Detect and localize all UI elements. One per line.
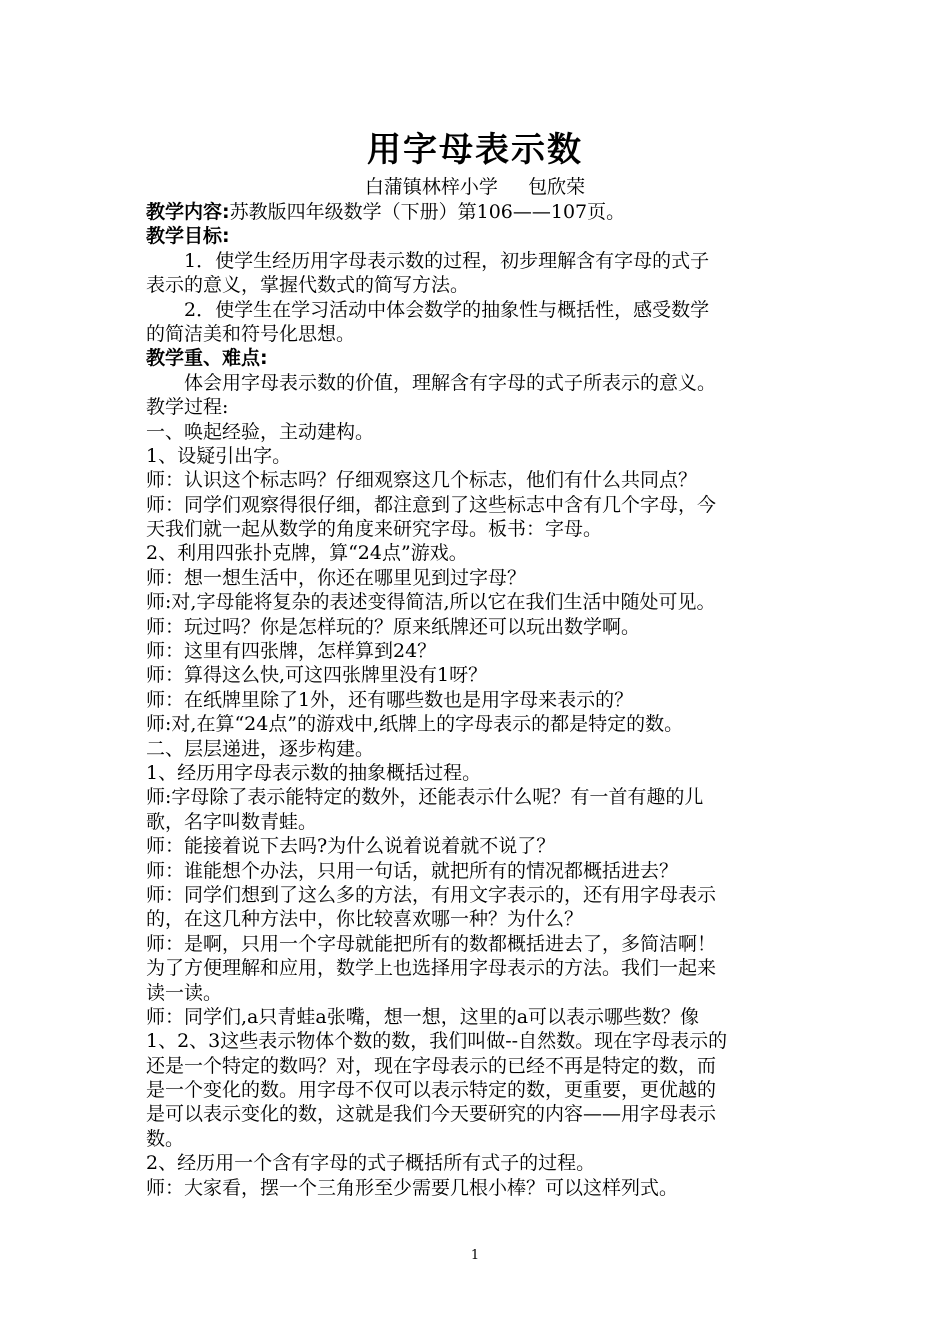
paragraph-line: 师：这里有四张牌，怎样算到24？ bbox=[146, 640, 437, 663]
paragraph-line: 师：能接着说下去吗?为什么说着说着就不说了？ bbox=[146, 835, 556, 858]
paragraph-line: 是可以表示变化的数，这就是我们今天要研究的内容——用字母表示 bbox=[146, 1103, 717, 1126]
paragraph-line: 数。 bbox=[146, 1127, 185, 1150]
paragraph-line: 1、设疑引出字。 bbox=[146, 444, 292, 467]
paragraph-line: 师：同学们观察得很仔细，都注意到了这些标志中含有几个字母，今 bbox=[146, 493, 717, 516]
author-line: 白蒲镇林梓小学 包欣荣 bbox=[364, 176, 586, 198]
paragraph-line: 2、经历用一个含有字母的式子概括所有式子的过程。 bbox=[146, 1152, 596, 1175]
paragraph-line: 歌，名字叫数青蛙。 bbox=[146, 810, 318, 833]
goal-line: 表示的意义，掌握代数式的简写方法。 bbox=[146, 274, 470, 297]
goal-line: 2．使学生在学习活动中体会数学的抽象性与概括性，感受数学 bbox=[184, 298, 710, 321]
goal-line: 的简洁美和符号化思想。 bbox=[146, 322, 356, 345]
paragraph-line: 师：同学们,a只青蛙a张嘴，想一想，这里的a可以表示哪些数？像 bbox=[146, 1005, 700, 1028]
paragraph-line: 师:对,在算“24点”的游戏中,纸牌上的字母表示的都是特定的数。 bbox=[146, 713, 684, 736]
paragraph-line: 2、利用四张扑克牌，算“24点”游戏。 bbox=[146, 542, 468, 565]
paragraph-line: 一、唤起经验，主动建构。 bbox=[146, 420, 375, 443]
paragraph-line: 教学过程: bbox=[146, 396, 229, 419]
key-points-text: 体会用字母表示数的价值，理解含有字母的式子所表示的意义。 bbox=[184, 371, 717, 394]
paragraph-line: 天我们就一起从数学的角度来研究字母。板书：字母。 bbox=[146, 518, 603, 541]
paragraph-line: 师：认识这个标志吗？仔细观察这几个标志，他们有什么共同点？ bbox=[146, 469, 698, 492]
paragraph-line: 师:字母除了表示能特定的数外，还能表示什么呢？有一首有趣的儿 bbox=[146, 786, 704, 809]
content-label: 教学内容: bbox=[146, 201, 230, 223]
paragraph-line: 的，在这几种方法中，你比较喜欢哪一种？为什么？ bbox=[146, 908, 584, 931]
paragraph-line: 还是一个特定的数吗？对，现在字母表示的已经不再是特定的数，而 bbox=[146, 1054, 717, 1077]
paragraph-line: 师：在纸牌里除了1外，还有哪些数也是用字母来表示的？ bbox=[146, 688, 634, 711]
document-body bbox=[146, 200, 816, 1200]
paragraph-line: 二、层层递进，逐步构建。 bbox=[146, 737, 375, 760]
goal-line: 1．使学生经历用字母表示数的过程，初步理解含有字母的式子 bbox=[184, 249, 710, 272]
paragraph-line: 师：玩过吗？你是怎样玩的？原来纸牌还可以玩出数学啊。 bbox=[146, 615, 641, 638]
page-number: 1 bbox=[470, 1248, 480, 1263]
document-title: 用字母表示数 bbox=[367, 130, 583, 170]
paragraph-line: 师:对,字母能将复杂的表述变得简洁,所以它在我们生活中随处可见。 bbox=[146, 591, 716, 614]
teaching-content bbox=[146, 200, 816, 224]
paragraph-line: 师：想一想生活中，你还在哪里见到过字母？ bbox=[146, 566, 527, 589]
paragraph-line: 是一个变化的数。用字母不仅可以表示特定的数，更重要，更优越的 bbox=[146, 1079, 717, 1102]
paragraph-line: 1、经历用字母表示数的抽象概括过程。 bbox=[146, 761, 482, 784]
paragraph-line: 师：谁能想个办法，只用一句话，就把所有的情况都概括进去？ bbox=[146, 859, 679, 882]
paragraph-line: 师：同学们想到了这么多的方法，有用文字表示的，还有用字母表示 bbox=[146, 883, 717, 906]
content-text: 苏教版四年级数学（下册）第106——107页。 bbox=[229, 201, 626, 223]
process-section bbox=[146, 395, 816, 1200]
paragraph-line: 1、2、3这些表示物体个数的数，我们叫做--自然数。现在字母表示的 bbox=[146, 1030, 728, 1053]
paragraph-line: 师：算得这么快,可这四张牌里没有1呀？ bbox=[146, 664, 488, 687]
goals-label: 教学目标: bbox=[146, 225, 230, 248]
paragraph-line: 师：是啊，只用一个字母就能把所有的数都概括进去了，多简洁啊！ bbox=[146, 932, 717, 955]
paragraph-line: 师：大家看，摆一个三角形至少需要几根小棒？可以这样列式。 bbox=[146, 1176, 679, 1199]
paragraph-line: 读一读。 bbox=[146, 981, 223, 1004]
key-points-label: 教学重、难点: bbox=[146, 347, 268, 370]
paragraph-line: 为了方便理解和应用，数学上也选择用字母表示的方法。我们一起来 bbox=[146, 957, 717, 980]
